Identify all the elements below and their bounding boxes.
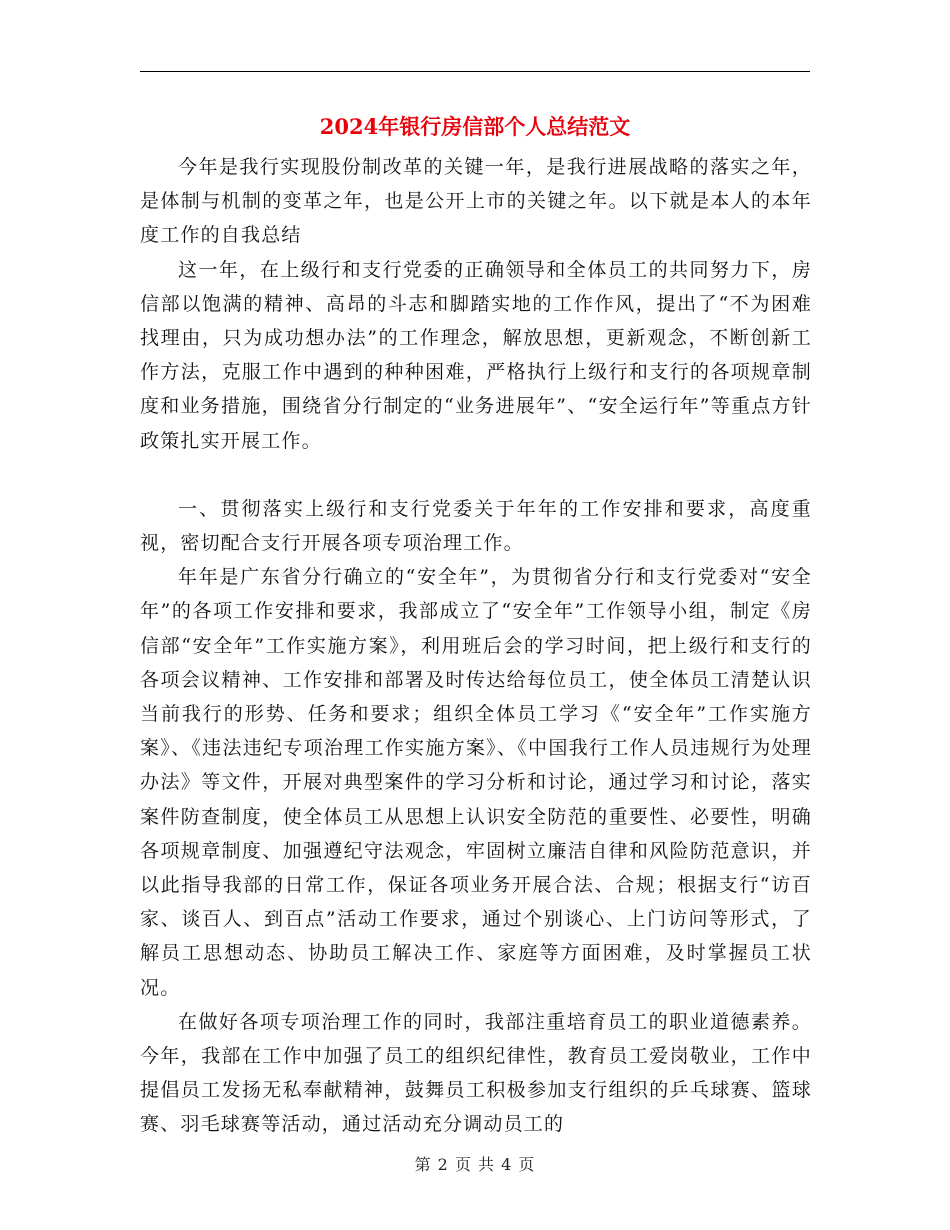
- paragraph-section-one-heading: 一、贯彻落实上级行和支行党委关于年年的工作安排和要求，高度重视，密切配合支行开展各项专项治理工作。: [140, 497, 812, 555]
- document-title: 2024年银行房信部个人总结范文: [319, 114, 631, 139]
- paragraph-overview: 这一年，在上级行和支行党委的正确领导和全体员工的共同努力下，房信部以饱满的精神、高昂的斗志和脚踏实地的工作作风，提出了“不为困难找理由，只为成功想办法”的工作理念，解放思想，更新观念，不断创新工作方法，克服工作中遇到的种种困难，严格执行上级行和支行的各项规章制度和业务措施，围绕省分行制定的“业务进展年”、“安全运行年”等重点方针政策扎实开展工作。: [140, 258, 812, 452]
- paragraph-intro: 今年是我行实现股份制改革的关键一年，是我行进展战略的落实之年，是体制与机制的变革之年，也是公开上市的关键之年。以下就是本人的本年度工作的自我总结: [140, 156, 812, 247]
- document-body: [140, 150, 812, 1142]
- header-rule: [140, 71, 810, 72]
- paragraph-professional-ethics: 在做好各项专项治理工作的同时，我部注重培育员工的职业道德素养。今年，我部在工作中加强了员工的组织纪律性，教育员工爱岗敬业，工作中提倡员工发扬无私奉献精神，鼓舞员工积极参加支行组织的乒乓球赛、篮球赛、羽毛球赛等活动，通过活动充分调动员工的: [140, 1010, 812, 1136]
- paragraph-safety-year: 年年是广东省分行确立的“安全年”，为贯彻省分行和支行党委对“安全年”的各项工作安排和要求，我部成立了“安全年”工作领导小组，制定《房信部“安全年”工作实施方案》，利用班后会的学习时间，把上级行和支行的各项会议精神、工作安排和部署及时传达给每位员工，使全体员工清楚认识当前我行的形势、任务和要求；组织全体员工学习《“安全年”工作实施方案》、《违法违纪专项治理工作实施方案》、《中国我行工作人员违规行为处理办法》等文件，开展对典型案件的学习分析和讨论，通过学习和讨论，落实案件防查制度，使全体员工从思想上认识安全防范的重要性、必要性，明确各项规章制度、加强遵纪守法观念，牢固树立廉洁自律和风险防范意识，并以此指导我部的日常工作，保证各项业务开展合法、合规；根据支行“访百家、谈百人、到百点”活动工作要求，通过个别谈心、上门访问等形式，了解员工思想动态、协助员工解决工作、家庭等方面困难，及时掌握员工状况。: [140, 566, 812, 999]
- page-number-footer: 第 2 页 共 4 页: [414, 1155, 536, 1174]
